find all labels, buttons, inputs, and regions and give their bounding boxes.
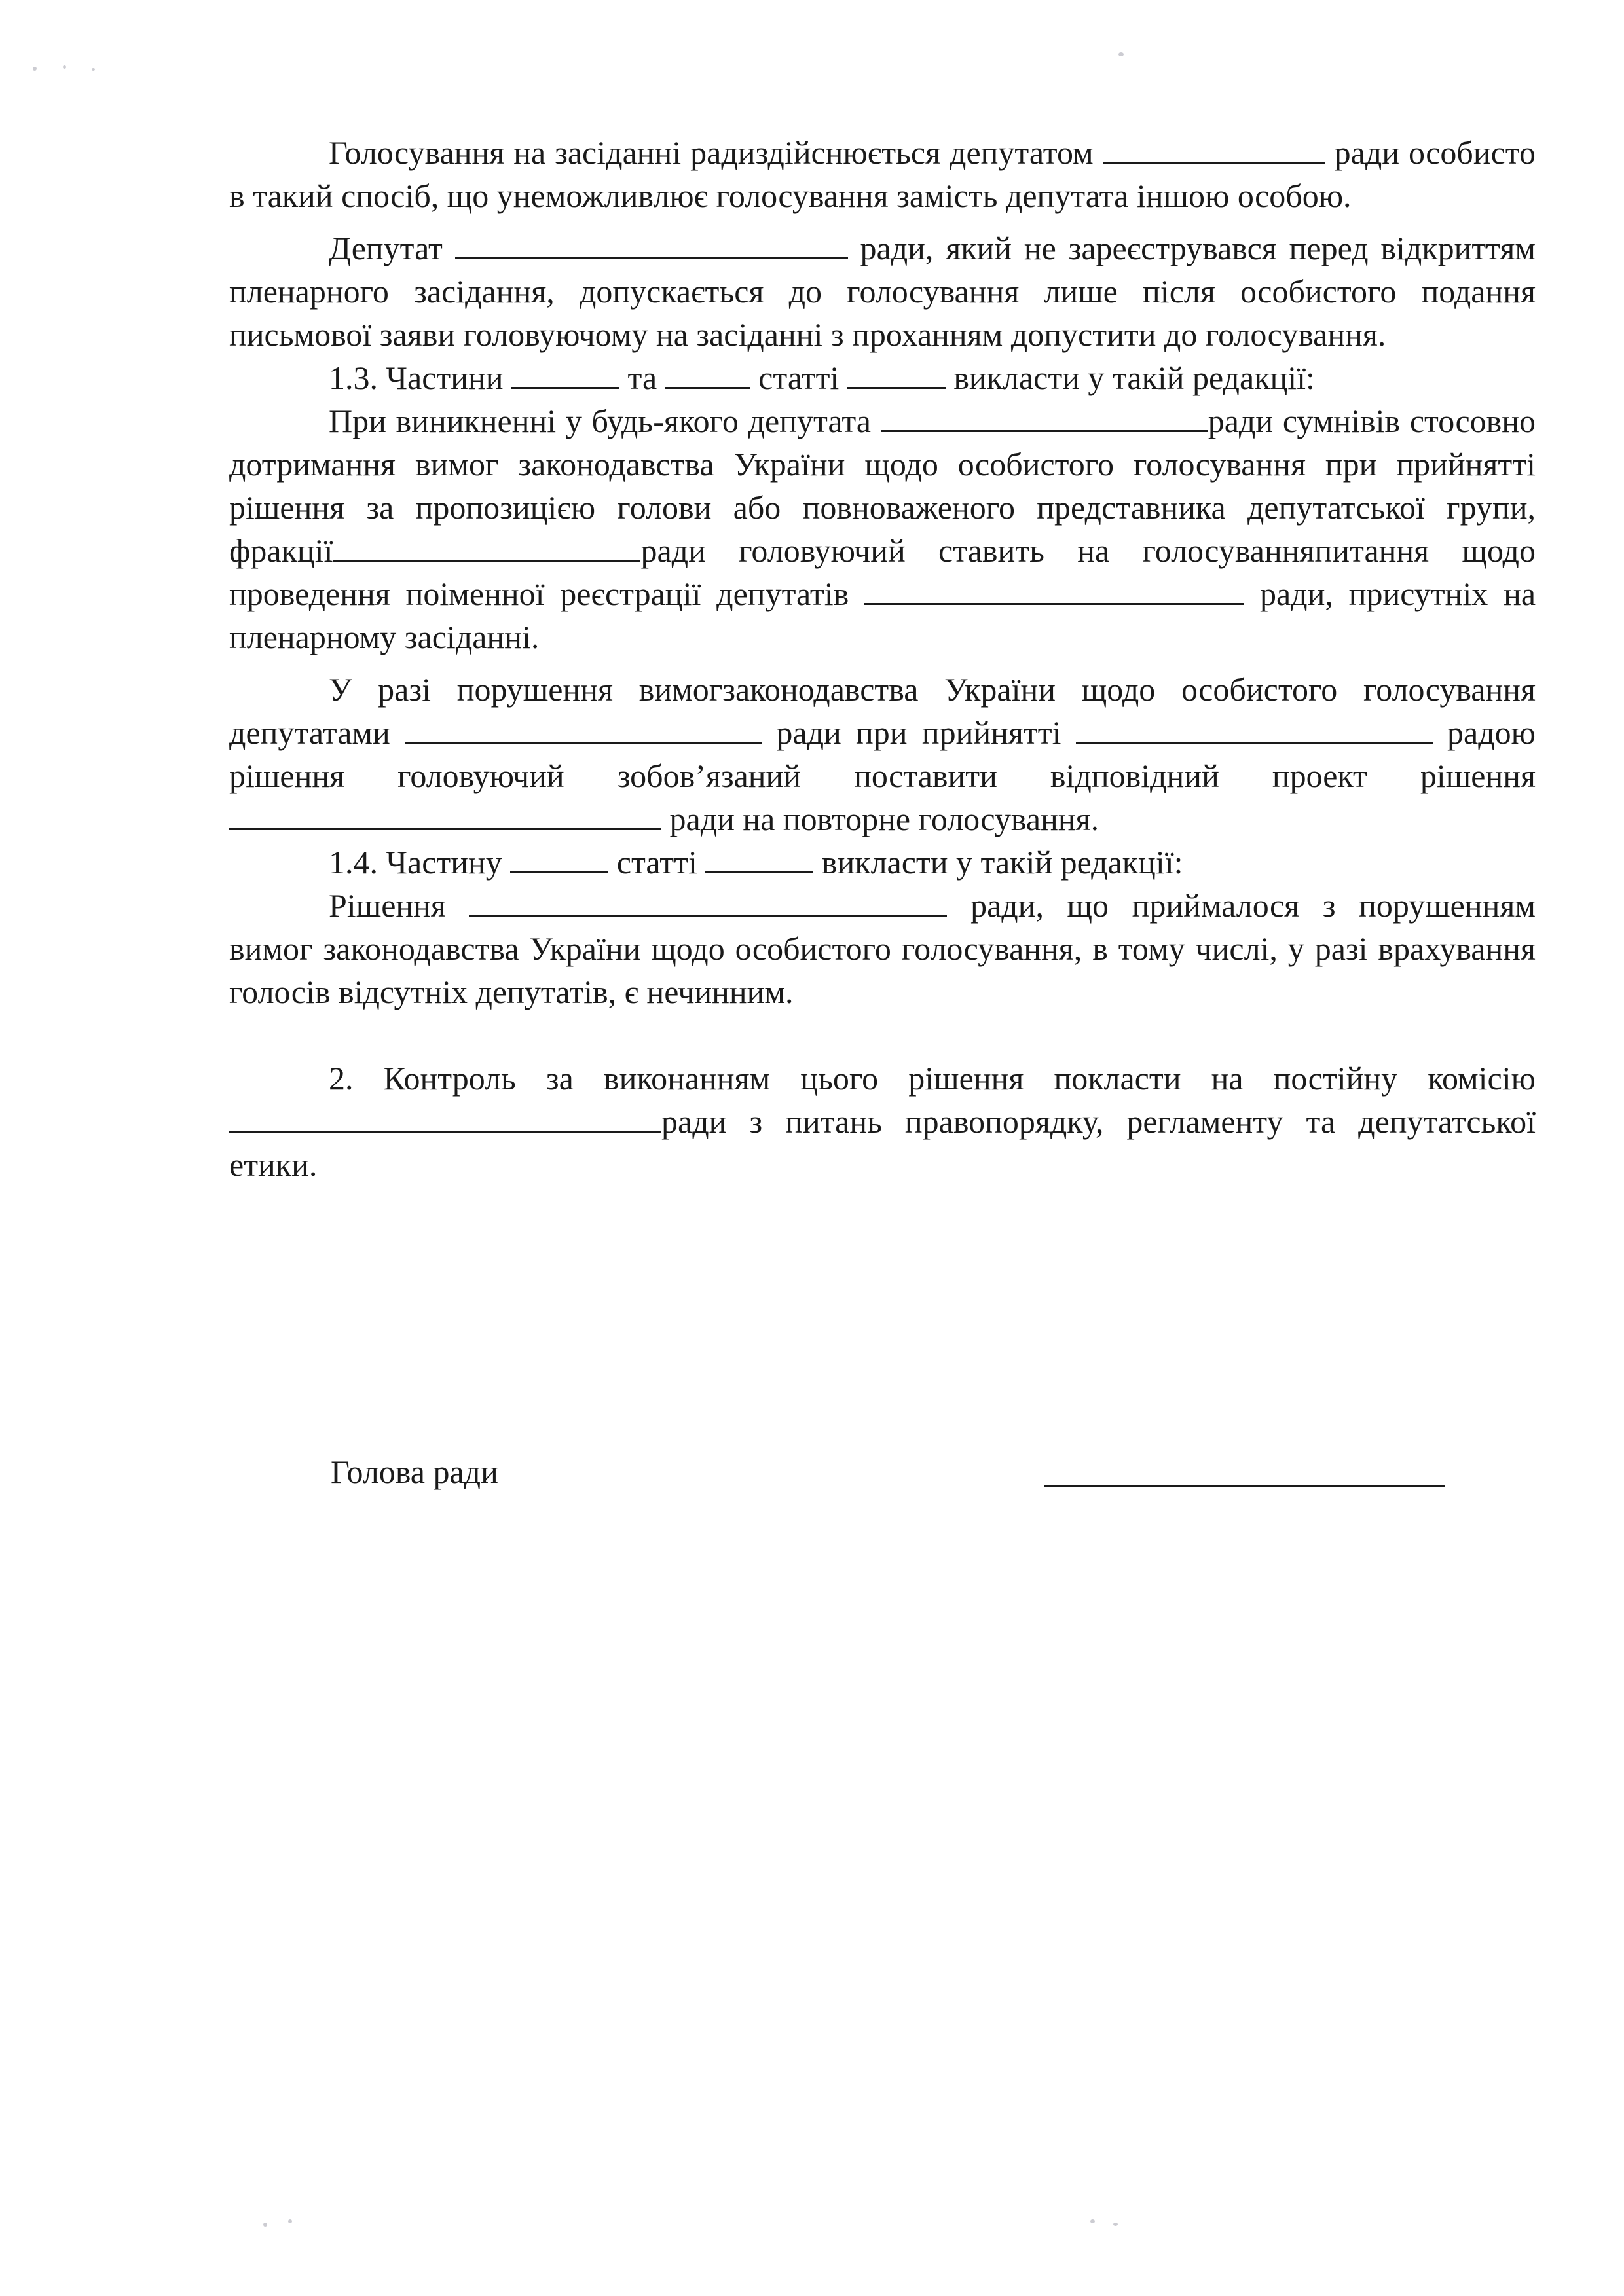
text: ради при прийнятті bbox=[776, 714, 1061, 751]
scan-speck bbox=[92, 68, 95, 71]
fill-blank-council-name[interactable] bbox=[1103, 136, 1325, 164]
text: 2. Контроль за виконанням цього рішення покласти на постійну комісію bbox=[329, 1060, 1536, 1097]
text: статті bbox=[616, 844, 697, 881]
text: статті bbox=[758, 359, 840, 396]
fill-blank-council-name[interactable] bbox=[881, 404, 1208, 432]
fill-blank-council-name[interactable] bbox=[469, 888, 947, 917]
text: Рішення bbox=[329, 887, 446, 924]
document-body bbox=[229, 131, 1536, 1186]
paragraph-item-1-4 bbox=[229, 841, 1536, 884]
text: радою рішення головуючий зобов’язаний поставити відповідний проект рішення bbox=[229, 714, 1536, 794]
scan-speck bbox=[263, 2223, 267, 2227]
text: ради на повторне голосування. bbox=[669, 801, 1099, 837]
scan-speck bbox=[288, 2219, 292, 2223]
paragraph-voting-personal bbox=[229, 131, 1536, 217]
fill-blank-council-name[interactable] bbox=[229, 1104, 661, 1133]
text: 1.4. Частину bbox=[329, 844, 502, 881]
paragraph-unregistered-deputy bbox=[229, 227, 1536, 356]
scan-speck bbox=[1113, 2223, 1118, 2226]
fill-blank-council-name[interactable] bbox=[229, 802, 661, 830]
fill-blank-article-number[interactable] bbox=[847, 361, 946, 389]
fill-blank-part-number[interactable] bbox=[665, 361, 750, 389]
paragraph-control-commission bbox=[229, 1057, 1536, 1186]
text: ради, який не зареєструвався перед відкриттям пленарного засідання, допускається до голосування лише після особистого подання письмової заяви головуючому на засіданні з проханням допустити до голосування. bbox=[229, 230, 1536, 353]
scan-speck bbox=[33, 67, 37, 71]
text: ради, що приймалося з порушенням вимог законодавства України щодо особистого голосування, в тому числі, у разі врахування голосів відсутніх депутатів, є нечинним. bbox=[229, 887, 1536, 1010]
paragraph-decision-invalid bbox=[229, 884, 1536, 1013]
text: ради головуючий ставить на голосуванняпитання щодо проведення поіменної реєстрації депутатів bbox=[229, 532, 1536, 612]
fill-blank-council-name[interactable] bbox=[333, 534, 640, 562]
scan-speck bbox=[1118, 52, 1124, 56]
text: Голосування на засіданні радиздійснюється депутатом bbox=[329, 134, 1094, 171]
fill-blank-part-number[interactable] bbox=[510, 845, 608, 873]
text: викласти у такій редакції: bbox=[821, 844, 1183, 881]
paragraph-violation-revote bbox=[229, 668, 1536, 841]
text: ради з питань правопорядку, регламенту та депутатської етики. bbox=[229, 1103, 1536, 1183]
fill-blank-council-name[interactable] bbox=[405, 716, 762, 744]
text: Депутат bbox=[329, 230, 443, 266]
text: та bbox=[627, 359, 657, 396]
text: ради сумнівів стосовно дотримання вимог законодавства України щодо особистого голосування при прийнятті рішення за пропозицією голови або повноваженого представника депутатської групи, фракції bbox=[229, 403, 1536, 569]
text: ради особисто в такий спосіб, що унеможливлює голосування замість депутата іншою особою. bbox=[229, 134, 1536, 214]
signature-block bbox=[331, 1450, 1444, 1496]
signature-line[interactable] bbox=[1044, 1485, 1445, 1487]
paragraph-item-1-3 bbox=[229, 356, 1536, 399]
text: викласти у такій редакції: bbox=[953, 359, 1315, 396]
fill-blank-council-name[interactable] bbox=[1076, 716, 1433, 744]
fill-blank-part-number[interactable] bbox=[511, 361, 619, 389]
fill-blank-council-name[interactable] bbox=[864, 577, 1244, 605]
scan-speck bbox=[1090, 2219, 1095, 2223]
text: У разі порушення вимогзаконодавства України щодо особистого голосування депутатами bbox=[229, 671, 1536, 751]
scan-speck bbox=[63, 65, 66, 69]
signature-label: Голова ради bbox=[331, 1453, 498, 1490]
text: 1.3. Частини bbox=[329, 359, 504, 396]
fill-blank-council-name[interactable] bbox=[455, 231, 848, 259]
text: ради, присутніх на пленарному засіданні. bbox=[229, 575, 1536, 655]
text: При виникненні у будь-якого депутата bbox=[329, 403, 871, 439]
fill-blank-article-number[interactable] bbox=[705, 845, 813, 873]
paragraph-doubts-registration bbox=[229, 399, 1536, 659]
